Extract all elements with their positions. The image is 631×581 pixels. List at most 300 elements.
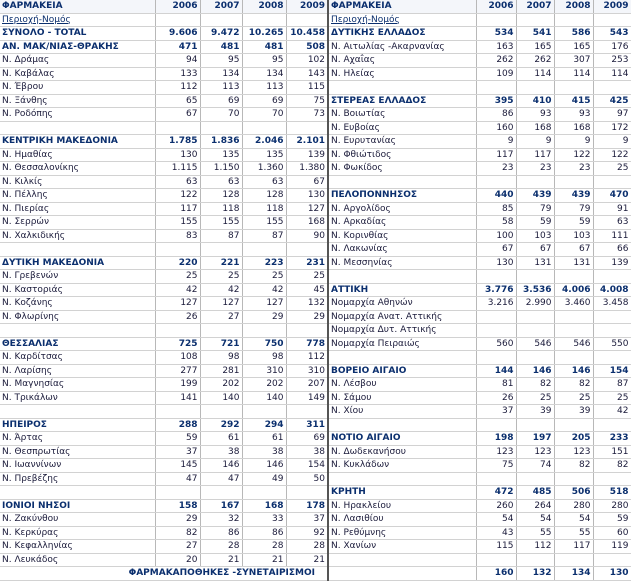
table-row bbox=[0, 540, 631, 554]
table-row bbox=[0, 351, 631, 365]
year-value bbox=[155, 243, 200, 257]
year-value: 133 bbox=[155, 67, 200, 81]
year-value: 98 bbox=[242, 351, 286, 365]
year-value: 50 bbox=[286, 472, 328, 486]
year-value bbox=[593, 472, 631, 486]
region-name-left: Ν. Σερρών bbox=[0, 216, 155, 230]
year-value: 9.606 bbox=[155, 27, 200, 41]
year-value: 122 bbox=[155, 189, 200, 203]
year-value: 132 bbox=[286, 297, 328, 311]
table-row bbox=[0, 54, 631, 68]
header-title: ΦΑΡΜΑΚΕΙΑ bbox=[328, 0, 476, 13]
year-value: 119 bbox=[593, 540, 631, 554]
year-value bbox=[516, 324, 554, 338]
region-name-left: Ν. Θεσπρωτίας bbox=[0, 445, 155, 459]
region-name-right: Ν. Σάμου bbox=[328, 391, 476, 405]
year-value: 546 bbox=[554, 337, 593, 351]
year-value: 82 bbox=[554, 459, 593, 473]
region-name-right: Ν. Αιτωλίας -Ακαρνανίας bbox=[328, 40, 476, 54]
year-value: 67 bbox=[155, 108, 200, 122]
year-value: 82 bbox=[593, 459, 631, 473]
year-value: 167 bbox=[200, 499, 242, 513]
year-value: 3.216 bbox=[476, 297, 516, 311]
year-value: 113 bbox=[200, 81, 242, 95]
year-value: 725 bbox=[155, 337, 200, 351]
year-value bbox=[200, 486, 242, 500]
region-name-left: ΗΠΕΙΡΟΣ bbox=[0, 418, 155, 432]
table-row bbox=[0, 324, 631, 338]
region-name-left: Ν. Έβρου bbox=[0, 81, 155, 95]
year-value: 135 bbox=[200, 148, 242, 162]
year-header: 2008 bbox=[554, 0, 593, 13]
year-value: 168 bbox=[516, 121, 554, 135]
year-value: 113 bbox=[242, 81, 286, 95]
year-value bbox=[554, 310, 593, 324]
region-name-left: Ν. Ξάνθης bbox=[0, 94, 155, 108]
year-value: 131 bbox=[554, 256, 593, 270]
table-row bbox=[0, 297, 631, 311]
year-value bbox=[286, 405, 328, 419]
year-header: 2006 bbox=[155, 0, 200, 13]
region-name-left: Ν. Ροδόπης bbox=[0, 108, 155, 122]
region-name-right: ΒΟΡΕΙΟ ΑΙΓΑΙΟ bbox=[328, 364, 476, 378]
year-value: 155 bbox=[155, 216, 200, 230]
year-value: 199 bbox=[155, 378, 200, 392]
year-value: 1.115 bbox=[155, 162, 200, 176]
region-name-left: Ν. Καστοριάς bbox=[0, 283, 155, 297]
region-name-right: Ν. Λακωνίας bbox=[328, 243, 476, 257]
year-value: 130 bbox=[155, 148, 200, 162]
table-row bbox=[0, 270, 631, 284]
year-value: 55 bbox=[516, 526, 554, 540]
year-value: 2.046 bbox=[242, 135, 286, 149]
region-name-right: Ν. Μεσσηνίας bbox=[328, 256, 476, 270]
table-row bbox=[0, 175, 631, 189]
region-name-left bbox=[0, 324, 155, 338]
region-name-right: Ν. Αχαΐας bbox=[328, 54, 476, 68]
year-value: 103 bbox=[516, 229, 554, 243]
year-value: 123 bbox=[554, 445, 593, 459]
year-value: 534 bbox=[476, 27, 516, 41]
region-name-right bbox=[328, 351, 476, 365]
year-value: 425 bbox=[593, 94, 631, 108]
year-value: 29 bbox=[286, 310, 328, 324]
year-value bbox=[476, 270, 516, 284]
year-value: 168 bbox=[286, 216, 328, 230]
year-value: 95 bbox=[242, 54, 286, 68]
year-value bbox=[476, 310, 516, 324]
year-value: 158 bbox=[155, 499, 200, 513]
year-value: 721 bbox=[200, 337, 242, 351]
year-value: 165 bbox=[554, 40, 593, 54]
region-name-right bbox=[328, 472, 476, 486]
year-value: 23 bbox=[554, 162, 593, 176]
region-subtitle: Περιοχή-Νομός bbox=[328, 13, 476, 27]
year-value: 9.472 bbox=[200, 27, 242, 41]
table-row bbox=[0, 67, 631, 81]
year-value: 2.990 bbox=[516, 297, 554, 311]
year-value: 10.265 bbox=[242, 27, 286, 41]
region-name-right: Ν. Βοιωτίας bbox=[328, 108, 476, 122]
table-row bbox=[0, 229, 631, 243]
year-value: 21 bbox=[286, 553, 328, 567]
year-value bbox=[593, 310, 631, 324]
table-row bbox=[0, 310, 631, 324]
year-value: 163 bbox=[476, 40, 516, 54]
year-value: 130 bbox=[476, 256, 516, 270]
year-value: 63 bbox=[200, 175, 242, 189]
year-value bbox=[593, 418, 631, 432]
year-value: 130 bbox=[286, 189, 328, 203]
year-value: 1.836 bbox=[200, 135, 242, 149]
year-value bbox=[554, 553, 593, 567]
year-value: 128 bbox=[242, 189, 286, 203]
table-row bbox=[0, 256, 631, 270]
year-value: 65 bbox=[155, 94, 200, 108]
year-value: 543 bbox=[593, 27, 631, 41]
region-name-right: Ν. Αργολίδος bbox=[328, 202, 476, 216]
year-value: 127 bbox=[242, 297, 286, 311]
year-value: 546 bbox=[516, 337, 554, 351]
region-name-right: Ν. Κορινθίας bbox=[328, 229, 476, 243]
region-name-right bbox=[328, 81, 476, 95]
year-value: 102 bbox=[286, 54, 328, 68]
region-name-left: Ν. Καρδίτσας bbox=[0, 351, 155, 365]
year-value: 37 bbox=[476, 405, 516, 419]
region-name-right bbox=[328, 553, 476, 567]
year-value bbox=[155, 324, 200, 338]
year-value bbox=[554, 175, 593, 189]
year-value: 178 bbox=[286, 499, 328, 513]
year-header: 2009 bbox=[593, 0, 631, 13]
year-value: 9 bbox=[476, 135, 516, 149]
year-value: 73 bbox=[286, 108, 328, 122]
year-value: 42 bbox=[242, 283, 286, 297]
year-value: 111 bbox=[593, 229, 631, 243]
region-name-left: Ν. Πρεβέζης bbox=[0, 472, 155, 486]
year-value bbox=[242, 121, 286, 135]
year-value: 253 bbox=[593, 54, 631, 68]
year-value: 1.150 bbox=[200, 162, 242, 176]
year-value: 1.360 bbox=[242, 162, 286, 176]
year-value: 395 bbox=[476, 94, 516, 108]
table-row bbox=[0, 189, 631, 203]
year-value bbox=[476, 81, 516, 95]
region-name-left: ΔΥΤΙΚΗ ΜΑΚΕΔΟΝΙΑ bbox=[0, 256, 155, 270]
region-name-right bbox=[328, 270, 476, 284]
year-value bbox=[200, 405, 242, 419]
year-value: 67 bbox=[476, 243, 516, 257]
year-value: 37 bbox=[155, 445, 200, 459]
region-name-left: ΚΕΝΤΡΙΚΗ ΜΑΚΕΔΟΝΙΑ bbox=[0, 135, 155, 149]
table-row bbox=[0, 283, 631, 297]
year-value bbox=[286, 324, 328, 338]
year-value: 122 bbox=[554, 148, 593, 162]
year-value: 223 bbox=[242, 256, 286, 270]
region-name-left: Ν. Φλωρίνης bbox=[0, 310, 155, 324]
year-value: 23 bbox=[476, 162, 516, 176]
table-row bbox=[0, 445, 631, 459]
year-value: 83 bbox=[155, 229, 200, 243]
year-value: 29 bbox=[242, 310, 286, 324]
year-value: 154 bbox=[286, 459, 328, 473]
region-name-right: Νομαρχία Αθηνών bbox=[328, 297, 476, 311]
year-value: 28 bbox=[200, 540, 242, 554]
year-value: 415 bbox=[554, 94, 593, 108]
year-value: 39 bbox=[516, 405, 554, 419]
year-value: 67 bbox=[286, 175, 328, 189]
year-value: 311 bbox=[286, 418, 328, 432]
year-value bbox=[286, 486, 328, 500]
table-row bbox=[0, 405, 631, 419]
year-value: 122 bbox=[593, 148, 631, 162]
year-value: 75 bbox=[476, 459, 516, 473]
year-value: 506 bbox=[554, 486, 593, 500]
year-header: 2008 bbox=[242, 0, 286, 13]
year-value: 440 bbox=[476, 189, 516, 203]
year-value: 47 bbox=[155, 472, 200, 486]
year-value: 202 bbox=[242, 378, 286, 392]
year-value bbox=[516, 553, 554, 567]
region-name-right bbox=[328, 175, 476, 189]
year-value bbox=[155, 486, 200, 500]
year-value: 115 bbox=[476, 540, 516, 554]
year-value bbox=[200, 121, 242, 135]
year-value: 26 bbox=[476, 391, 516, 405]
year-value: 541 bbox=[516, 27, 554, 41]
table-row bbox=[0, 243, 631, 257]
year-value: 205 bbox=[554, 432, 593, 446]
region-name-right: ΝΟΤΙΟ ΑΙΓΑΙΟ bbox=[328, 432, 476, 446]
table-row bbox=[0, 81, 631, 95]
region-name-left bbox=[0, 121, 155, 135]
year-value: 87 bbox=[242, 229, 286, 243]
year-value: 42 bbox=[155, 283, 200, 297]
region-name-left bbox=[0, 243, 155, 257]
year-value: 27 bbox=[200, 310, 242, 324]
year-value: 508 bbox=[286, 40, 328, 54]
table-row bbox=[0, 337, 631, 351]
year-value: 160 bbox=[476, 121, 516, 135]
year-value: 176 bbox=[593, 40, 631, 54]
region-name-left: ΘΕΣΣΑΛΙΑΣ bbox=[0, 337, 155, 351]
table-row bbox=[0, 108, 631, 122]
year-value: 94 bbox=[155, 54, 200, 68]
region-name-left bbox=[0, 486, 155, 500]
year-value: 109 bbox=[476, 67, 516, 81]
region-name-right: Ν. Λέσβου bbox=[328, 378, 476, 392]
region-name-right: Ν. Ηρακλείου bbox=[328, 499, 476, 513]
year-value: 112 bbox=[286, 351, 328, 365]
year-value: 439 bbox=[516, 189, 554, 203]
year-value: 59 bbox=[554, 216, 593, 230]
year-value: 750 bbox=[242, 337, 286, 351]
year-value: 288 bbox=[155, 418, 200, 432]
year-value: 127 bbox=[286, 202, 328, 216]
year-value: 410 bbox=[516, 94, 554, 108]
year-value: 140 bbox=[242, 391, 286, 405]
year-value: 69 bbox=[286, 432, 328, 446]
year-value: 146 bbox=[200, 459, 242, 473]
year-value bbox=[516, 472, 554, 486]
year-value: 481 bbox=[200, 40, 242, 54]
year-value: 59 bbox=[155, 432, 200, 446]
year-value: 233 bbox=[593, 432, 631, 446]
year-value: 168 bbox=[554, 121, 593, 135]
year-value: 9 bbox=[554, 135, 593, 149]
table-row bbox=[0, 378, 631, 392]
year-value: 114 bbox=[593, 67, 631, 81]
table-row bbox=[0, 216, 631, 230]
year-value: 3.536 bbox=[516, 283, 554, 297]
year-value: 86 bbox=[200, 526, 242, 540]
year-value: 3.776 bbox=[476, 283, 516, 297]
year-value: 98 bbox=[200, 351, 242, 365]
year-value: 85 bbox=[476, 202, 516, 216]
region-name-left: Ν. Πέλλης bbox=[0, 189, 155, 203]
year-value: 481 bbox=[242, 40, 286, 54]
year-value: 45 bbox=[286, 283, 328, 297]
table-row bbox=[0, 459, 631, 473]
subheader-row bbox=[0, 13, 631, 27]
year-value: 25 bbox=[155, 270, 200, 284]
year-value: 42 bbox=[593, 405, 631, 419]
year-value: 141 bbox=[155, 391, 200, 405]
year-value: 118 bbox=[242, 202, 286, 216]
year-value: 33 bbox=[242, 513, 286, 527]
region-name-left: Ν. Κοζάνης bbox=[0, 297, 155, 311]
year-value: 262 bbox=[516, 54, 554, 68]
year-value bbox=[554, 418, 593, 432]
year-value: 95 bbox=[200, 54, 242, 68]
region-name-right: Ν. Αρκαδίας bbox=[328, 216, 476, 230]
year-value bbox=[593, 351, 631, 365]
year-value: 70 bbox=[242, 108, 286, 122]
year-value: 155 bbox=[242, 216, 286, 230]
year-value: 118 bbox=[200, 202, 242, 216]
year-value: 117 bbox=[155, 202, 200, 216]
year-value: 97 bbox=[593, 108, 631, 122]
region-name-left: Ν. Ιωαννίνων bbox=[0, 459, 155, 473]
region-name-right: Ν. Κυκλάδων bbox=[328, 459, 476, 473]
year-value: 66 bbox=[593, 243, 631, 257]
table-row bbox=[0, 162, 631, 176]
year-value: 131 bbox=[516, 256, 554, 270]
footer-value: 134 bbox=[554, 567, 593, 581]
year-value: 79 bbox=[554, 202, 593, 216]
year-value: 59 bbox=[593, 513, 631, 527]
year-value: 103 bbox=[554, 229, 593, 243]
region-name-right: ΚΡΗΤΗ bbox=[328, 486, 476, 500]
year-value: 82 bbox=[554, 378, 593, 392]
year-value: 92 bbox=[286, 526, 328, 540]
table-row bbox=[0, 121, 631, 135]
region-name-left: ΑΝ. ΜΑΚ/ΝΙΑΣ-ΘΡΑΚΗΣ bbox=[0, 40, 155, 54]
year-value bbox=[242, 324, 286, 338]
region-name-left: Ν. Πιερίας bbox=[0, 202, 155, 216]
year-value: 1.785 bbox=[155, 135, 200, 149]
year-value: 280 bbox=[554, 499, 593, 513]
year-value: 127 bbox=[155, 297, 200, 311]
year-value: 27 bbox=[155, 540, 200, 554]
footer-value: 130 bbox=[593, 567, 631, 581]
year-value: 42 bbox=[200, 283, 242, 297]
year-value bbox=[593, 324, 631, 338]
year-value bbox=[242, 243, 286, 257]
year-value bbox=[476, 175, 516, 189]
year-value: 25 bbox=[286, 270, 328, 284]
region-name-right: Ν. Ηλείας bbox=[328, 67, 476, 81]
year-value: 69 bbox=[242, 94, 286, 108]
year-value: 281 bbox=[200, 364, 242, 378]
table-row bbox=[0, 94, 631, 108]
year-value: 264 bbox=[516, 499, 554, 513]
table-row bbox=[0, 148, 631, 162]
table-row bbox=[0, 472, 631, 486]
year-value: 550 bbox=[593, 337, 631, 351]
year-value: 139 bbox=[286, 148, 328, 162]
year-value: 93 bbox=[554, 108, 593, 122]
year-value bbox=[155, 121, 200, 135]
year-value: 90 bbox=[286, 229, 328, 243]
year-value: 220 bbox=[155, 256, 200, 270]
year-value: 172 bbox=[593, 121, 631, 135]
year-value: 37 bbox=[286, 513, 328, 527]
year-value: 86 bbox=[242, 526, 286, 540]
year-value: 55 bbox=[554, 526, 593, 540]
region-name-left bbox=[0, 405, 155, 419]
year-value: 87 bbox=[593, 378, 631, 392]
year-value: 155 bbox=[200, 216, 242, 230]
region-name-left: Ν. Μαγνησίας bbox=[0, 378, 155, 392]
region-name-right: Ν. Ευβοίας bbox=[328, 121, 476, 135]
header-title: ΦΑΡΜΑΚΕΙΑ bbox=[0, 0, 155, 13]
year-value: 151 bbox=[593, 445, 631, 459]
year-value: 139 bbox=[593, 256, 631, 270]
region-name-right: Ν. Χίου bbox=[328, 405, 476, 419]
year-value: 560 bbox=[476, 337, 516, 351]
year-value: 10.458 bbox=[286, 27, 328, 41]
region-name-left: ΣΥΝΟΛΟ - TOTAL bbox=[0, 27, 155, 41]
region-name-right: ΔΥΤΙΚΗΣ ΕΛΛΑΔΟΣ bbox=[328, 27, 476, 41]
region-name-right: Νομαρχία Ανατ. Αττικής bbox=[328, 310, 476, 324]
year-value: 143 bbox=[286, 67, 328, 81]
year-value: 117 bbox=[516, 148, 554, 162]
year-value: 115 bbox=[286, 81, 328, 95]
region-name-right: Ν. Ρεθύμνης bbox=[328, 526, 476, 540]
year-value bbox=[155, 405, 200, 419]
year-value: 2.101 bbox=[286, 135, 328, 149]
region-name-left: Ν. Ημαθίας bbox=[0, 148, 155, 162]
year-value: 20 bbox=[155, 553, 200, 567]
year-value: 29 bbox=[155, 513, 200, 527]
table-row bbox=[0, 202, 631, 216]
year-value: 82 bbox=[155, 526, 200, 540]
year-value: 207 bbox=[286, 378, 328, 392]
year-value: 277 bbox=[155, 364, 200, 378]
year-value: 310 bbox=[286, 364, 328, 378]
year-value: 262 bbox=[476, 54, 516, 68]
year-value: 310 bbox=[242, 364, 286, 378]
region-name-left: Ν. Καβάλας bbox=[0, 67, 155, 81]
footer-label: ΦΑΡΜΑΚΑΠΟΘΗΚΕΣ -ΣΥΝΕΤΑΙΡΙΣΜΟΙ bbox=[0, 567, 328, 581]
year-value bbox=[554, 472, 593, 486]
year-value: 69 bbox=[200, 94, 242, 108]
year-value: 58 bbox=[476, 216, 516, 230]
table-row bbox=[0, 432, 631, 446]
year-value bbox=[593, 81, 631, 95]
year-value: 70 bbox=[200, 108, 242, 122]
